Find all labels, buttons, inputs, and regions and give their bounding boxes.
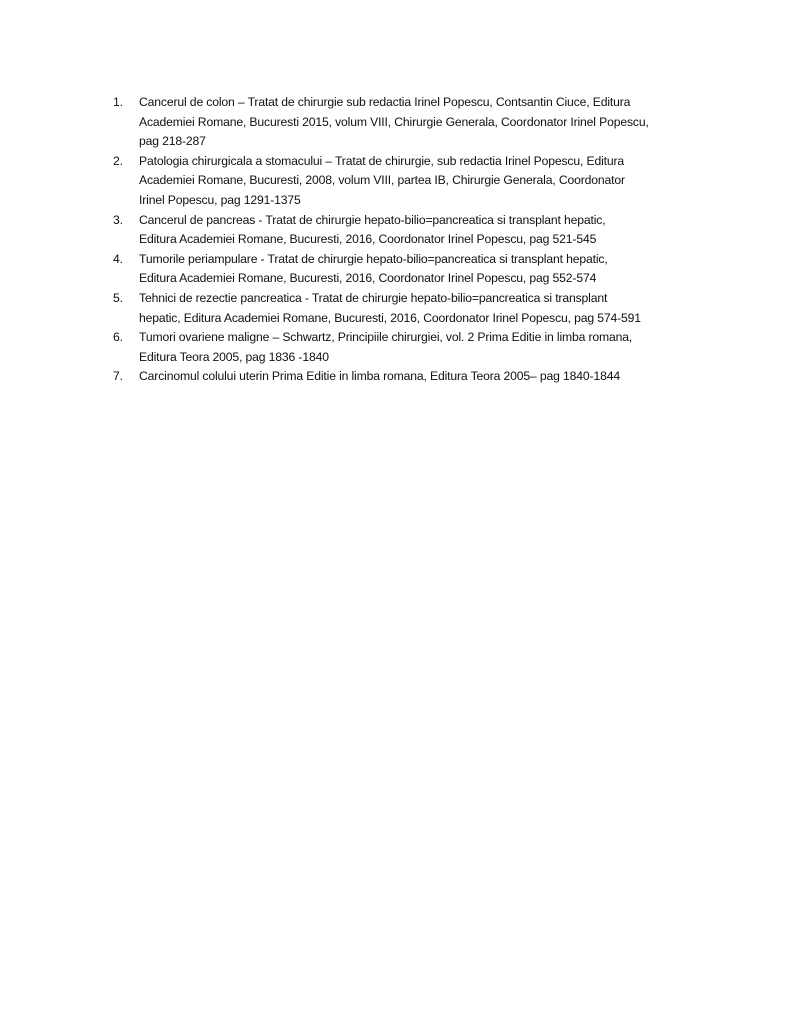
reference-item <box>113 250 713 289</box>
reference-number: 5. <box>113 290 123 305</box>
reference-text: Cancerul de pancreas - Tratat de chirurgie hepato-bilio=pancreatica si transplant hepatic, Editura Academiei Romane, Bucuresti, 2016, Coordonator Irinel Popescu, pag 521-545 <box>139 212 606 247</box>
reference-number: 3. <box>113 212 123 227</box>
reference-text: Tumorile periampulare - Tratat de chirurgie hepato-bilio=pancreatica si transplant hepatic, Editura Academiei Romane, Bucuresti, 2016, Coordonator Irinel Popescu, pag 552-574 <box>139 251 608 286</box>
reference-number: 2. <box>113 153 123 168</box>
reference-item <box>113 289 713 328</box>
reference-number: 1. <box>113 95 123 109</box>
reference-text: Cancerul de colon – Tratat de chirurgie sub redactia Irinel Popescu, Contsantin Ciuce, Editura Academiei Romane, Bucuresti 2015, volum VIII, Chirurgie Generala, Coordonator Irinel Popescu, pag 218-287 <box>139 95 649 149</box>
reference-item <box>113 93 713 152</box>
reference-number: 4. <box>113 251 123 266</box>
reference-number: 7. <box>113 369 123 384</box>
reference-list <box>113 93 713 387</box>
reference-text: Carcinomul colului uterin Prima Editie in limba romana, Editura Teora 2005– pag 1840-1844 <box>139 369 620 384</box>
reference-item <box>113 328 713 367</box>
reference-number: 6. <box>113 330 123 345</box>
reference-item <box>113 152 713 211</box>
reference-text: Tehnici de rezectie pancreatica - Tratat de chirurgie hepato-bilio=pancreatica si transplant hepatic, Editura Academiei Romane, Bucuresti, 2016, Coordonator Irinel Popescu, pag 574-591 <box>139 290 641 325</box>
reference-item <box>113 211 713 250</box>
reference-text: Patologia chirurgicala a stomacului – Tratat de chirurgie, sub redactia Irinel Popescu, Editura Academiei Romane, Bucuresti, 2008, volum VIII, partea IB, Chirurgie Generala, Coordonator Irinel Popescu, pag 1291-1375 <box>139 153 625 207</box>
reference-text: Tumori ovariene maligne – Schwartz, Principiile chirurgiei, vol. 2 Prima Editie in limba romana, Editura Teora 2005, pag 1836 -1840 <box>139 330 633 364</box>
reference-item <box>113 367 713 387</box>
